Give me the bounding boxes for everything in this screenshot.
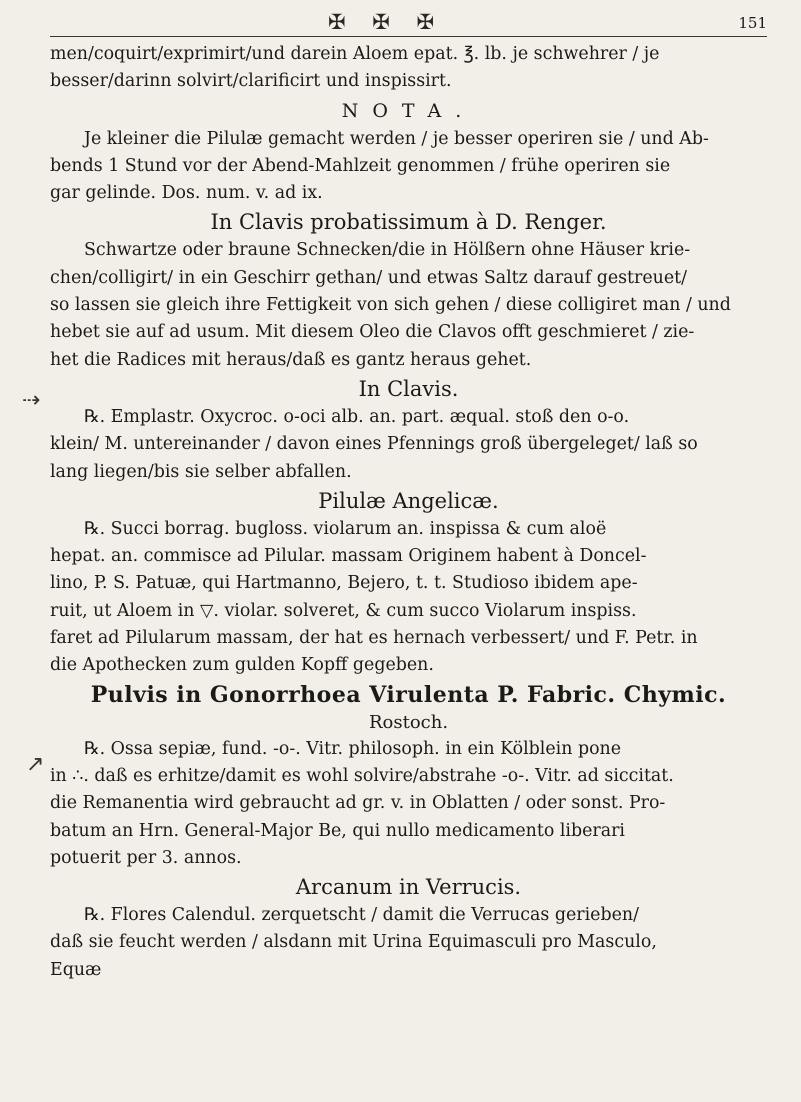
page-number: 151 [738, 14, 767, 32]
section-heading: In Clavis. [358, 376, 459, 401]
text-line: Schwartze oder braune Schnecken/die in Hölßern ohne Häuser krie- [84, 240, 691, 261]
section-heading: Arcanum in Verrucis. [295, 875, 522, 900]
text-line: Je kleiner die Pilulæ gemacht werden / je besser operiren sie / und Ab- [84, 128, 709, 149]
text-line: ℞. Emplastr. Oxycroc. o-oci alb. an. part. æqual. stoß den o-o. [84, 406, 630, 427]
text-line: lino, P. S. Patuæ, qui Hartmanno, Bejero, t. t. Studioso ibidem ape- [50, 573, 638, 594]
section-heading: Pilulæ Angelicæ. [318, 488, 499, 513]
text-line: besser/darinn solvirt/clarificirt und inspissirt. [50, 71, 452, 92]
text-line: faret ad Pilularum massam, der hat es hernach verbessert/ und F. Petr. in [50, 628, 698, 649]
section-heading: Rostoch. [368, 711, 449, 733]
text-line: daß sie feucht werden / alsdann mit Urina Equimasculi pro Masculo, [50, 932, 657, 953]
text-line: ruit, ut Aloem in ▽. violar. solveret, & cum succo Violarum inspiss. [50, 600, 637, 621]
text-line: Equæ [50, 959, 102, 980]
text-line: so lassen sie gleich ihre Fettigkeit von sich gehen / diese colligiret man / und [50, 295, 731, 316]
text-line: klein/ M. untereinander / davon eines Pfennings groß übergeleget/ laß so [50, 434, 698, 455]
text-line: het die Radices mit heraus/daß es gantz heraus gehet. [50, 349, 532, 370]
text-line: ℞. Succi borrag. bugloss. violarum an. inspissa & cum aloë [84, 518, 607, 539]
margin-hand-mark: ↗ [26, 752, 45, 777]
text-line: die Remanentia wird gebraucht ad gr. v. in Oblatten / oder sonst. Pro- [50, 793, 666, 814]
section-heading: Pulvis in Gonorrhoea Virulenta P. Fabric. Chymic. [90, 681, 727, 708]
header-ornament: ✠ ✠ ✠ [328, 10, 445, 34]
text-line: lang liegen/bis sie selber abfallen. [50, 461, 352, 482]
page-text [50, 41, 767, 984]
text-line: in ∴. daß es erhitze/damit es wohl solvire/abstrahe -o-. Vitr. ad siccitat. [50, 765, 674, 786]
section-heading: NOTA. [341, 99, 476, 122]
section-heading: In Clavis probatissimum à D. Renger. [210, 210, 607, 235]
text-line: gar gelinde. Dos. num. v. ad ix. [50, 183, 323, 204]
text-line: bends 1 Stund vor der Abend-Mahlzeit genommen / frühe operiren sie [50, 155, 671, 176]
text-line: ℞. Ossa sepiæ, fund. -o-. Vitr. philosoph. in ein Kölblein pone [84, 738, 622, 759]
running-header [50, 10, 767, 37]
text-line: chen/colligirt/ in ein Geschirr gethan/ und etwas Saltz darauf gestreuet/ [50, 267, 687, 288]
margin-hand-mark: ⇢ [22, 388, 41, 413]
text-line: hepat. an. commisce ad Pilular. massam Originem habent à Doncel- [50, 546, 647, 567]
text-line: ℞. Flores Calendul. zerquetscht / damit die Verrucas gerieben/ [84, 905, 639, 926]
text-line: potuerit per 3. annos. [50, 847, 242, 868]
text-line: hebet sie auf ad usum. Mit diesem Oleo die Clavos offt geschmieret / zie- [50, 322, 695, 343]
text-line: die Apothecken zum gulden Kopff gegeben. [50, 655, 434, 676]
text-line: batum an Hrn. General-Major Be, qui nullo medicamento liberari [50, 820, 625, 841]
text-line: men/coquirt/exprimirt/und darein Aloem epat. ℥. lb. je schwehrer / je [50, 44, 660, 64]
